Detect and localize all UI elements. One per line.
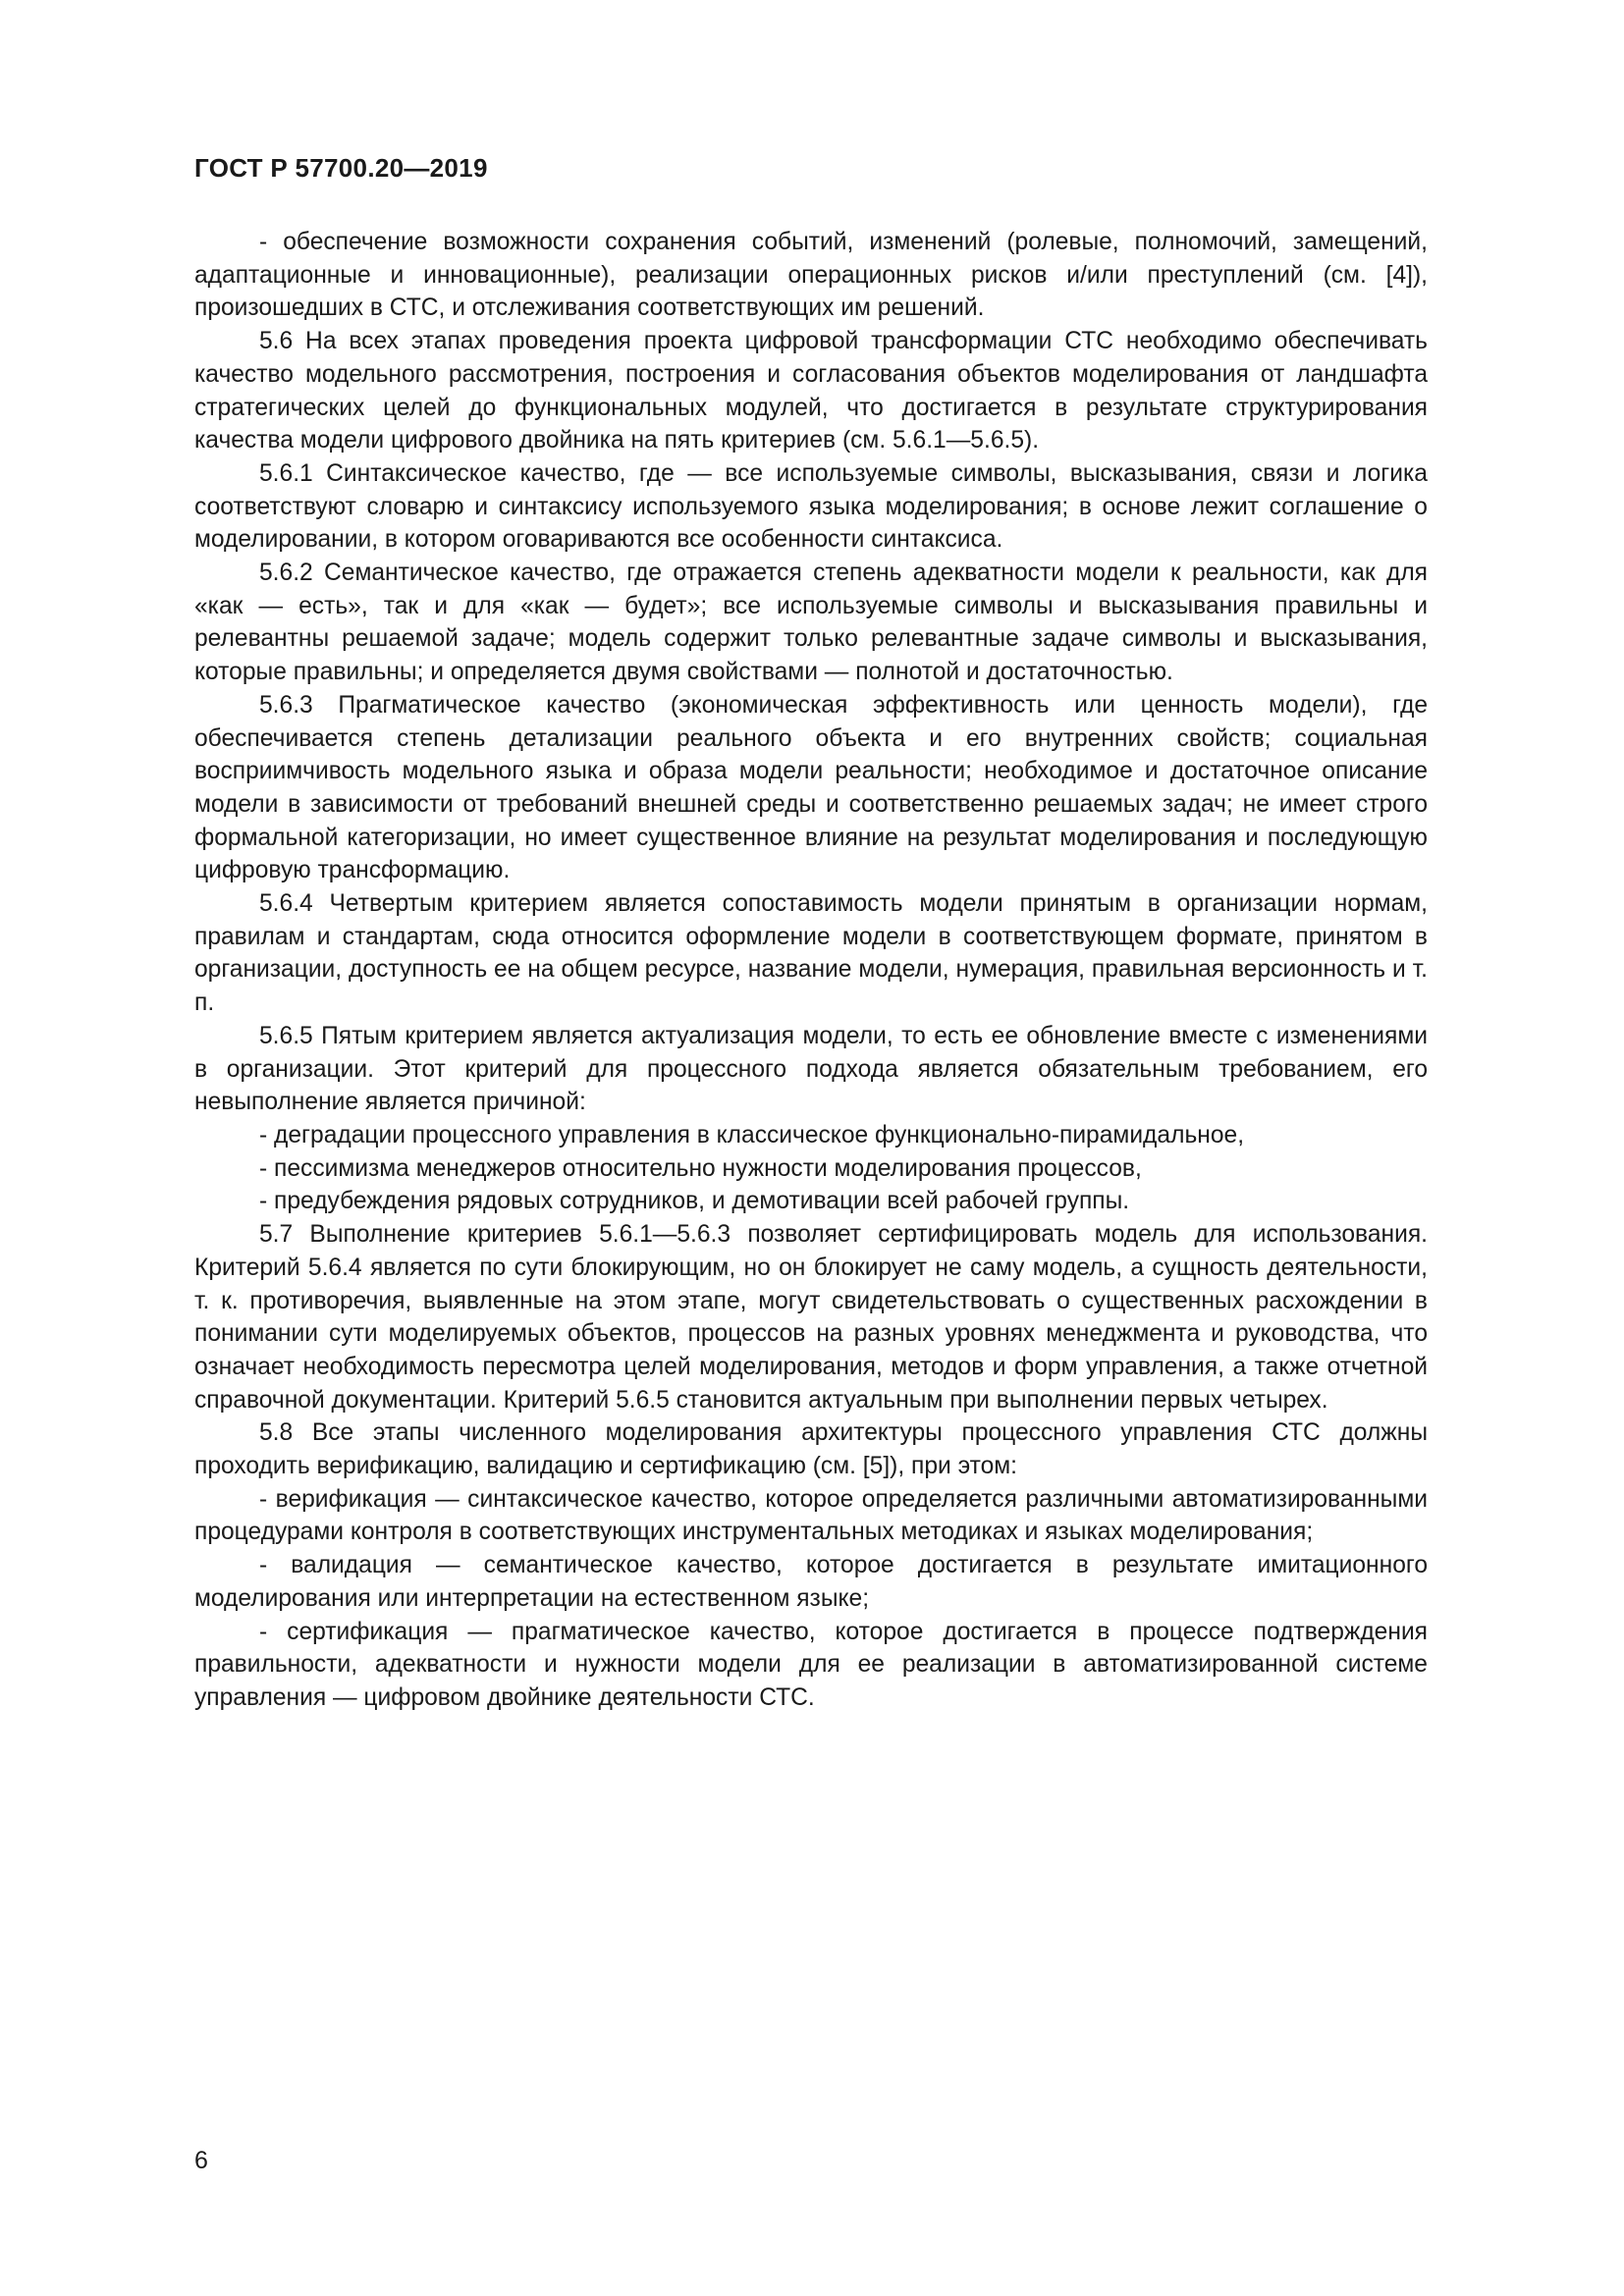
paragraph: 5.7 Выполнение критериев 5.6.1—5.6.3 позволяет сертифицировать модель для использования. Критерий 5.6.4 является по сути блокирующим, но он блокирует не саму модель, а сущность деятельности, т. к. противоречия, выявленные на этом этапе, могут свидетельствовать о существенных расхождении в понимании сути моделируемых объектов, процессов на разных уровнях менеджмента и руководства, что означает необходимость пересмотра целей моделирования, методов и форм управления, а также отчетной справочной документации. Критерий 5.6.5 становится актуальным при выполнении первых четырех.	[194, 1221, 1428, 1414]
list-item: - сертификация — прагматическое качество, которое достигается в процессе подтверждения правильности, адекватности и нужности модели для ее реализации в автоматизированной системе управления — цифровом двойнике деятельности СТС.	[194, 1618, 1428, 1711]
paragraph: 5.6.1 Синтаксическое качество, где — все используемые символы, высказывания, связи и логика соответствуют словарю и синтаксису используемого языка моделирования; в основе лежит соглашение о моделировании, в котором оговариваются все особенности синтаксиса.	[194, 459, 1428, 554]
list-item: - пессимизма менеджеров относительно нужности моделирования процессов,	[259, 1154, 1142, 1182]
paragraph: 5.6.5 Пятым критерием является актуализация модели, то есть ее обновление вместе с изменениями в организации. Этот критерий для процессного подхода является обязательным требованием, его невыполнение является причиной:	[194, 1022, 1428, 1116]
page-number: 6	[194, 2147, 208, 2174]
paragraph: 5.6.4 Четвертым критерием является сопоставимость модели принятым в организации нормам, правилам и стандартам, сюда относится оформление модели в соответствующем формате, принятом в организации, доступность ее на общем ресурсе, название модели, нумерация, правильная версионность и т. п.	[194, 890, 1428, 1017]
list-item: - предубеждения рядовых сотрудников, и демотивации всей рабочей группы.	[259, 1188, 1130, 1215]
list-item: - верификация — синтаксическое качество, которое определяется различными автоматизированными процедурами контроля в соответствующих инструментальных методиках и языках моделирования;	[194, 1485, 1428, 1546]
paragraph: - обеспечение возможности сохранения событий, изменений (ролевые, полномочий, замещений, адаптационные и инновационные), реализации операционных рисков и/или преступлений (см. [4]), произошедших в СТС, и отслеживания соответствующих им решений.	[194, 229, 1428, 322]
paragraph: 5.8 Все этапы численного моделирования архитектуры процессного управления СТС должны проходить верификацию, валидацию и сертификацию (см. [5]), при этом:	[194, 1419, 1428, 1480]
paragraph: 5.6 На всех этапах проведения проекта цифровой трансформации СТС необходимо обеспечивать качество модельного рассмотрения, построения и согласования объектов моделирования от ландшафта стратегических целей до функциональных модулей, что достигается в результате структурирования качества модели цифрового двойника на пять критериев (см. 5.6.1—5.6.5).	[194, 328, 1428, 454]
list-item: - валидация — семантическое качество, которое достигается в результате имитационного моделирования или интерпретации на естественном языке;	[194, 1552, 1428, 1612]
list-item: - деградации процессного управления в классическое функционально-пирамидальное,	[259, 1121, 1245, 1148]
paragraph: 5.6.3 Прагматическое качество (экономическая эффективность или ценность модели), где обеспечивается степень детализации реального объекта и его внутренних свойств; социальная восприимчивость модельного языка и образа модели реальности; необходимое и достаточное описание модели в зависимости от требований внешней среды и соответственно решаемых задач; не имеет строго формальной категоризации, но имеет существенное влияние на результат моделирования и последующую цифровую трансформацию.	[194, 691, 1428, 884]
document-header: ГОСТ Р 57700.20—2019	[194, 153, 488, 183]
paragraph: 5.6.2 Семантическое качество, где отражается степень адекватности модели к реальности, как для «как — есть», так и для «как — будет»; все используемые символы и высказывания правильны и релевантны решаемой задаче; модель содержит только релевантные задаче символы и высказывания, которые правильны; и определяется двумя свойствами — полнотой и достаточностью.	[194, 560, 1428, 686]
document-body	[194, 226, 1428, 1715]
